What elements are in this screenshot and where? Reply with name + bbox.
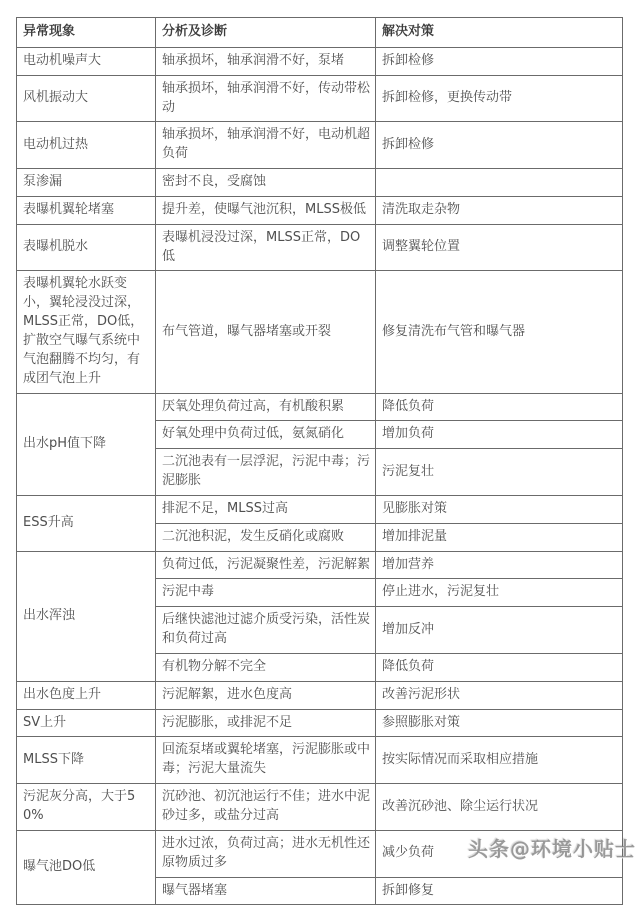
phenomenon-cell: 表曝机脱水 <box>17 224 156 271</box>
solution-cell: 拆卸检修 <box>376 47 623 75</box>
table-row <box>17 709 623 737</box>
solution-cell: 拆卸检修，更换传动带 <box>376 75 623 122</box>
header-solution: 解决对策 <box>376 18 623 48</box>
analysis-cell: 后继快滤池过滤介质受污染，活性炭和负荷过高 <box>156 607 376 654</box>
phenomenon-cell: MLSS下降 <box>17 737 156 784</box>
phenomenon-cell: 电动机噪声大 <box>17 47 156 75</box>
analysis-cell: 排泥不足，MLSS过高 <box>156 495 376 523</box>
analysis-cell: 曝气器堵塞 <box>156 877 376 905</box>
analysis-cell: 污泥中毒 <box>156 579 376 607</box>
table-row <box>17 551 623 579</box>
table-row <box>17 47 623 75</box>
phenomenon-cell: 电动机过热 <box>17 122 156 169</box>
phenomenon-cell: ESS升高 <box>17 495 156 551</box>
table-row <box>17 75 623 122</box>
table-row <box>17 784 623 831</box>
solution-cell: 增加营养 <box>376 551 623 579</box>
solution-cell: 降低负荷 <box>376 393 623 421</box>
solution-cell: 降低负荷 <box>376 653 623 681</box>
phenomenon-cell: 污泥灰分高，大于50% <box>17 784 156 831</box>
analysis-cell: 回流泵堵或翼轮堵塞，污泥膨胀或中毒；污泥大量流失 <box>156 737 376 784</box>
phenomenon-cell: 泵渗漏 <box>17 169 156 197</box>
table-row <box>17 495 623 523</box>
solution-cell: 停止进水，污泥复壮 <box>376 579 623 607</box>
solution-cell: 拆卸检修 <box>376 122 623 169</box>
solution-cell: 按实际情况而采取相应措施 <box>376 737 623 784</box>
analysis-cell: 布气管道，曝气器堵塞或开裂 <box>156 271 376 393</box>
analysis-cell: 提升差，使曝气池沉积，MLSS极低 <box>156 196 376 224</box>
phenomenon-cell: 出水色度上升 <box>17 681 156 709</box>
table-body <box>17 47 623 905</box>
fault-table <box>16 17 623 905</box>
solution-cell: 见膨胀对策 <box>376 495 623 523</box>
analysis-cell: 进水过浓，负荷过高；进水无机性还原物质过多 <box>156 830 376 877</box>
analysis-cell: 轴承损坏，轴承润滑不好，电动机超负荷 <box>156 122 376 169</box>
analysis-cell: 轴承损坏，轴承润滑不好，传动带松动 <box>156 75 376 122</box>
analysis-cell: 污泥解絮，进水色度高 <box>156 681 376 709</box>
solution-cell: 清洗取走杂物 <box>376 196 623 224</box>
table-row <box>17 122 623 169</box>
analysis-cell: 表曝机浸没过深，MLSS正常，DO低 <box>156 224 376 271</box>
phenomenon-cell: 表曝机翼轮堵塞 <box>17 196 156 224</box>
solution-cell: 拆卸修复 <box>376 877 623 905</box>
analysis-cell: 二沉池表有一层浮泥，污泥中毒；污泥膨胀 <box>156 449 376 496</box>
phenomenon-cell: 出水浑浊 <box>17 551 156 681</box>
solution-cell: 改善沉砂池、除尘运行状况 <box>376 784 623 831</box>
phenomenon-cell: SV上升 <box>17 709 156 737</box>
table-row <box>17 681 623 709</box>
solution-cell <box>376 169 623 197</box>
table-row <box>17 224 623 271</box>
solution-cell: 增加排泥量 <box>376 523 623 551</box>
solution-cell: 改善污泥形状 <box>376 681 623 709</box>
table-row <box>17 196 623 224</box>
phenomenon-cell: 出水pH值下降 <box>17 393 156 495</box>
phenomenon-cell: 曝气池DO低 <box>17 830 156 905</box>
solution-cell: 参照膨胀对策 <box>376 709 623 737</box>
header-row <box>17 18 623 48</box>
table-row <box>17 271 623 393</box>
watermark: 头条@环境小贴士 <box>468 837 636 861</box>
solution-cell: 减少负荷 <box>376 830 623 877</box>
phenomenon-cell: 风机振动大 <box>17 75 156 122</box>
analysis-cell: 密封不良，受腐蚀 <box>156 169 376 197</box>
analysis-cell: 污泥膨胀，或排泥不足 <box>156 709 376 737</box>
analysis-cell: 沉砂池、初沉池运行不佳；进水中泥砂过多，或盐分过高 <box>156 784 376 831</box>
solution-cell: 污泥复壮 <box>376 449 623 496</box>
table-row <box>17 737 623 784</box>
analysis-cell: 好氧处理中负荷过低，氨氮硝化 <box>156 421 376 449</box>
solution-cell: 增加负荷 <box>376 421 623 449</box>
analysis-cell: 负荷过低，污泥凝聚性差，污泥解絮 <box>156 551 376 579</box>
analysis-cell: 有机物分解不完全 <box>156 653 376 681</box>
phenomenon-cell: 表曝机翼轮水跃变小，翼轮浸没过深，MLSS正常，DO低，扩散空气曝气系统中气泡翻腾不均匀，有成团气泡上升 <box>17 271 156 393</box>
header-analysis: 分析及诊断 <box>156 18 376 48</box>
solution-cell: 调整翼轮位置 <box>376 224 623 271</box>
solution-cell: 修复清洗布气管和曝气器 <box>376 271 623 393</box>
solution-cell: 增加反冲 <box>376 607 623 654</box>
analysis-cell: 轴承损坏，轴承润滑不好，泵堵 <box>156 47 376 75</box>
analysis-cell: 二沉池积泥，发生反硝化或腐败 <box>156 523 376 551</box>
table-row <box>17 169 623 197</box>
header-phenomenon: 异常现象 <box>17 18 156 48</box>
analysis-cell: 厌氧处理负荷过高，有机酸积累 <box>156 393 376 421</box>
table-row <box>17 393 623 421</box>
